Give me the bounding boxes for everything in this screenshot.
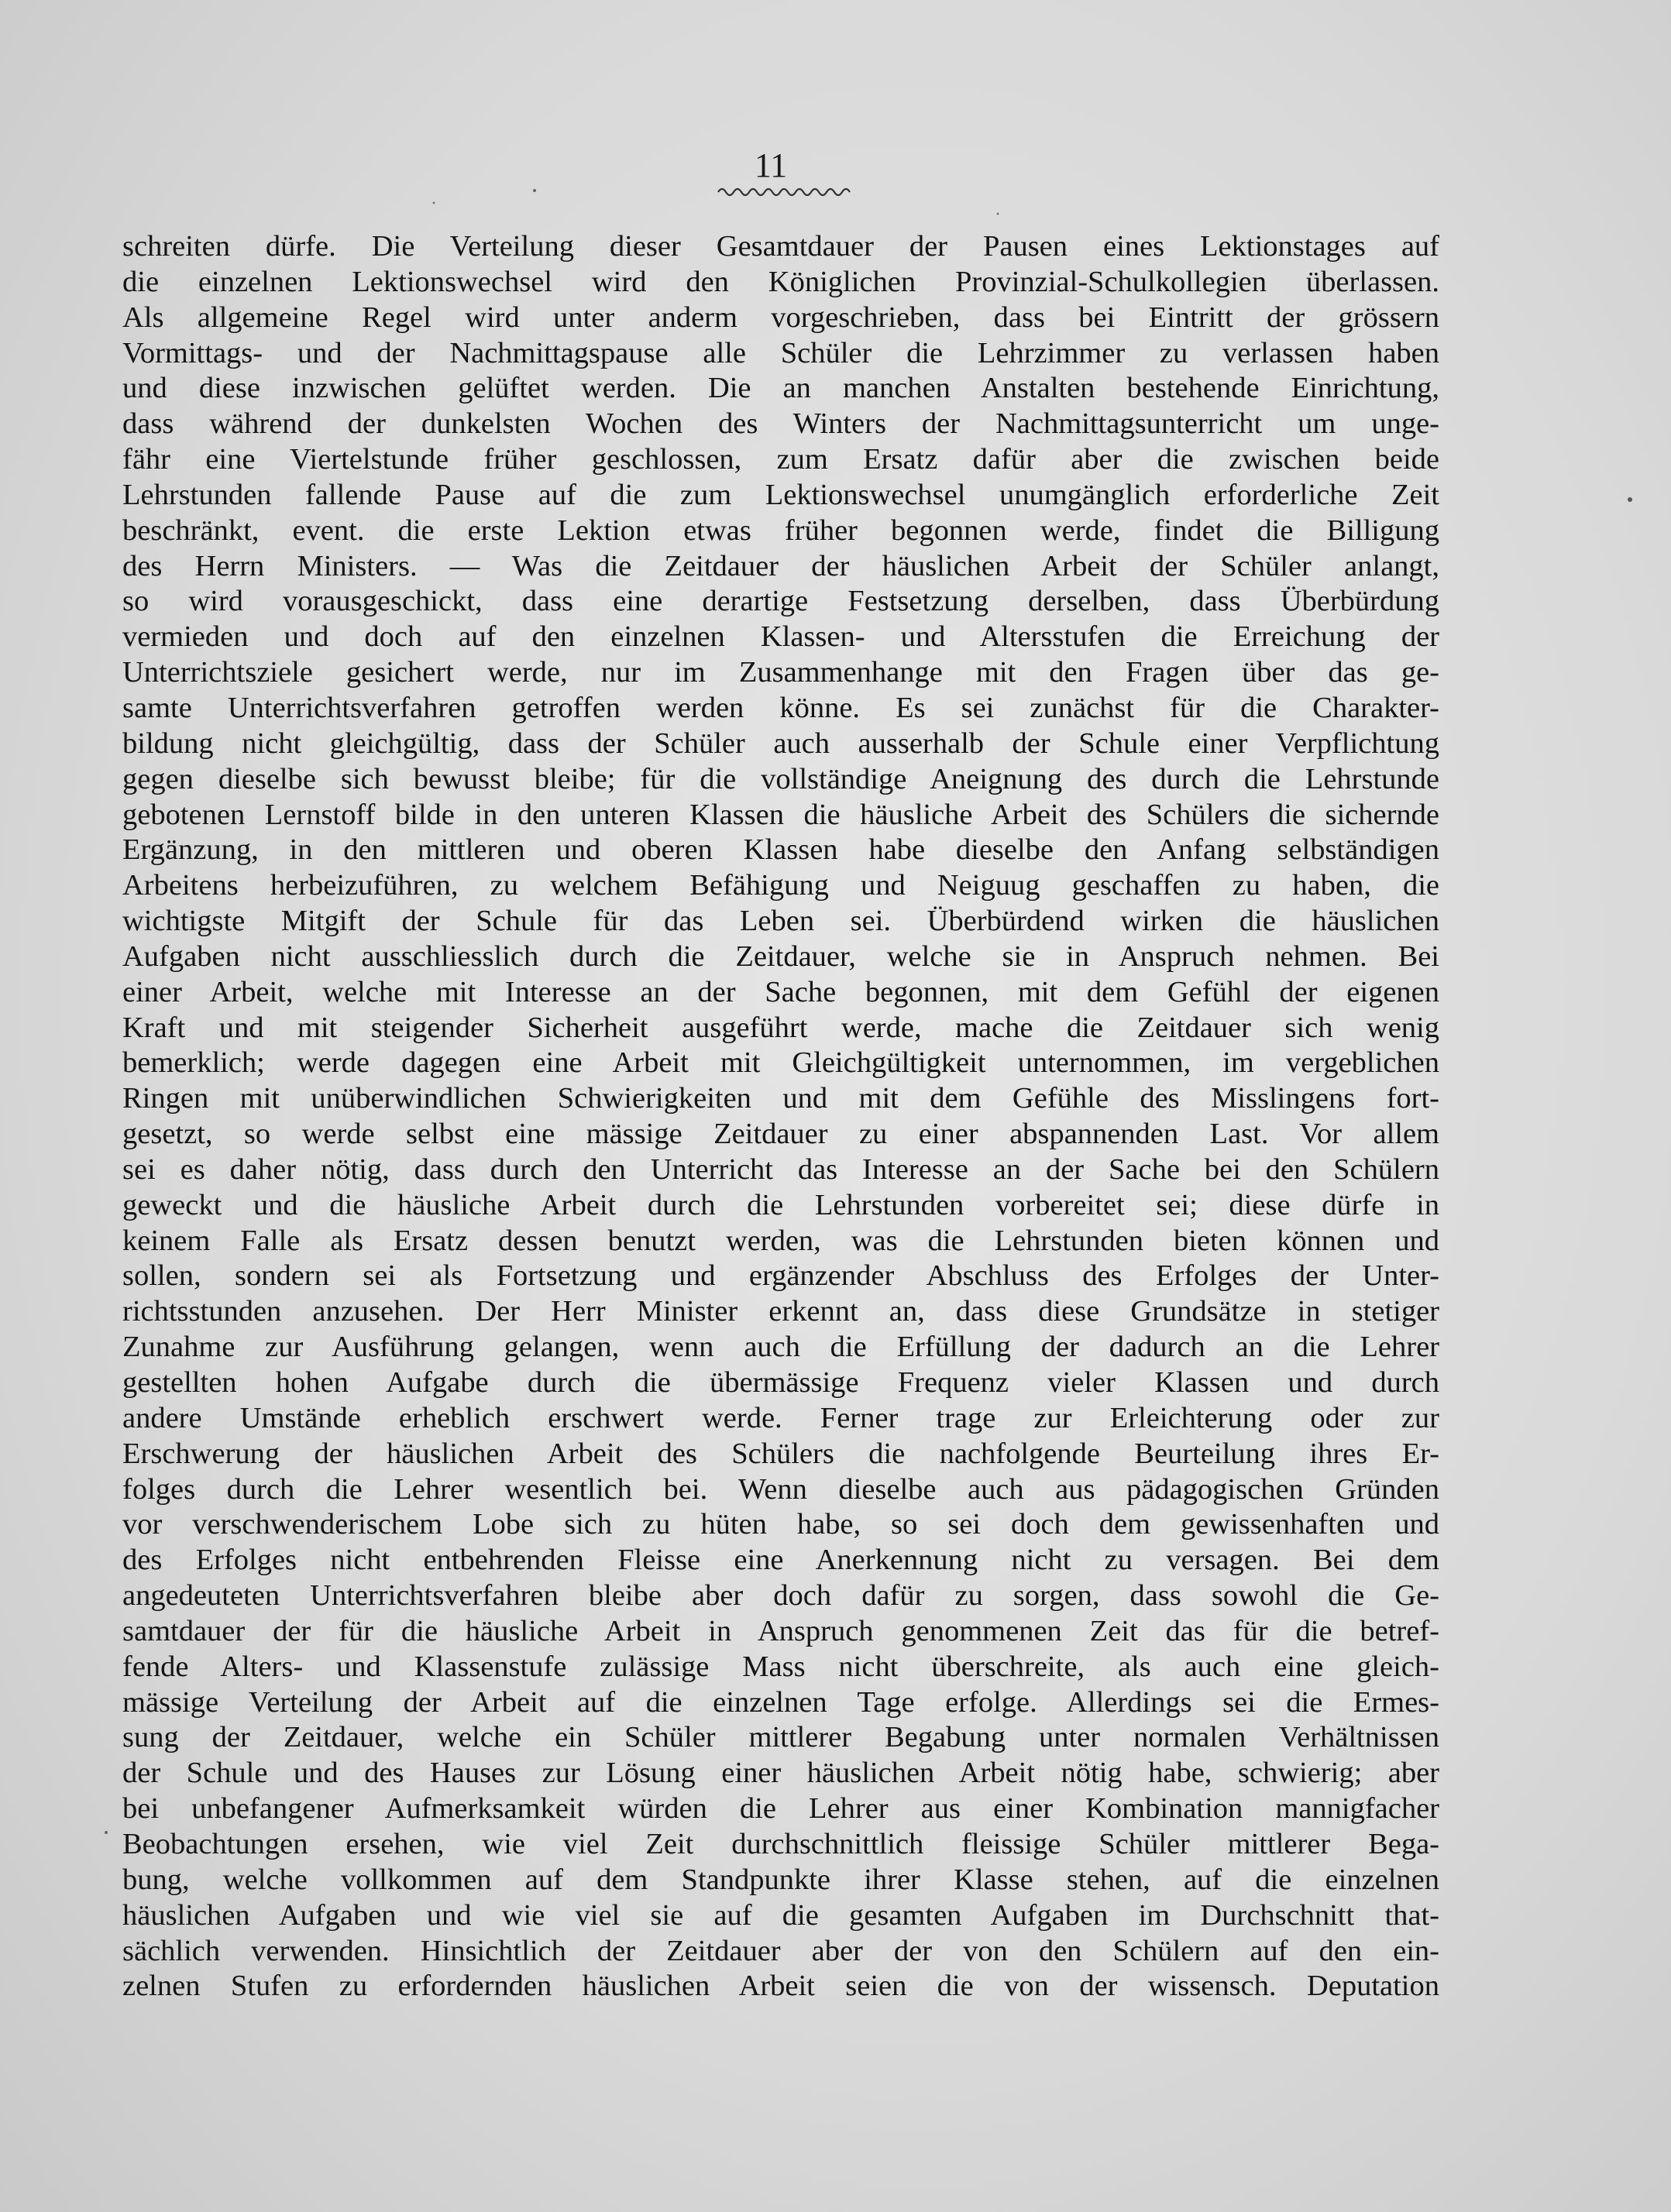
text-line: Zunahme zur Ausführung gelangen, wenn auch die Erfüllung der dadurch an die Lehrer: [122, 1331, 1439, 1364]
text-line: des Herrn Ministers. — Was die Zeitdauer der häuslichen Arbeit der Schüler anlangt,: [122, 549, 1439, 582]
text-line: samtdauer der für die häusliche Arbeit in Anspruch genommenen Zeit das für die betref-: [122, 1614, 1439, 1647]
text-line: Ergänzung, in den mittleren und oberen Klassen habe dieselbe den Anfang selbständigen: [122, 833, 1439, 867]
text-line: bei unbefangener Aufmerksamkeit würden die Lehrer aus einer Kombination mannigfacher: [122, 1792, 1439, 1826]
wavy-line-ornament-icon: [717, 183, 856, 198]
text-line: dass während der dunkelsten Wochen des Winters der Nachmittagsunterricht um unge-: [122, 407, 1439, 441]
text-line: gebotenen Lernstoff bilde in den unteren Klassen die häusliche Arbeit des Schülers die sichernde: [122, 798, 1439, 831]
text-line: gestellten hohen Aufgabe durch die übermässige Frequenz vieler Klassen und durch: [122, 1366, 1439, 1399]
text-line: Aufgaben nicht ausschliesslich durch die Zeitdauer, welche sie in Anspruch nehmen. Bei: [122, 939, 1439, 973]
text-line: sung der Zeitdauer, welche ein Schüler mittlerer Begabung unter normalen Verhältnissen: [122, 1721, 1439, 1754]
text-line: bung, welche vollkommen auf dem Standpunkte ihrer Klasse stehen, auf die einzelnen: [122, 1863, 1439, 1896]
text-line: vermieden und doch auf den einzelnen Klassen- und Altersstufen die Erreichung der: [122, 620, 1439, 654]
text-line: fende Alters- und Klassenstufe zulässige Mass nicht überschreite, als auch eine gleich-: [122, 1650, 1439, 1683]
text-line: und diese inzwischen gelüftet werden. Die an manchen Anstalten bestehende Einrichtung,: [122, 372, 1439, 405]
text-line: geweckt und die häusliche Arbeit durch die Lehrstunden vorbereitet sei; diese dürfe in: [122, 1188, 1439, 1221]
text-line: des Erfolges nicht entbehrenden Fleisse eine Anerkennung nicht zu versagen. Bei dem: [122, 1544, 1439, 1577]
text-line: sollen, sondern sei als Fortsetzung und ergänzender Abschluss des Erfolges der Unter-: [122, 1259, 1439, 1293]
text-line: zelnen Stufen zu erfordernden häuslichen Arbeit seien die von der wissensch. Deputation: [122, 1970, 1439, 2003]
text-line: wichtigste Mitgift der Schule für das Leben sei. Überbürdend wirken die häuslichen: [122, 905, 1439, 938]
text-line: andere Umstände erheblich erschwert werde. Ferner trage zur Erleichterung oder zur: [122, 1401, 1439, 1434]
text-line: gegen dieselbe sich bewusst bleibe; für die vollständige Aneignung des durch die Lehrstunde: [122, 762, 1439, 795]
text-line: angedeuteten Unterrichtsverfahren bleibe aber doch dafür zu sorgen, dass sowohl die Ge-: [122, 1579, 1439, 1613]
text-line: sächlich verwenden. Hinsichtlich der Zeitdauer aber der von den Schülern auf den ein-: [122, 1934, 1439, 1967]
text-line: die einzelnen Lektionswechsel wird den Königlichen Provinzial-Schulkollegien überlassen.: [122, 265, 1439, 298]
text-line: häuslichen Aufgaben und wie viel sie auf die gesamten Aufgaben im Durchschnitt that-: [122, 1898, 1439, 1932]
text-line: mässige Verteilung der Arbeit auf die einzelnen Tage erfolge. Allerdings sei die Ermes-: [122, 1685, 1439, 1719]
text-line: Kraft und mit steigender Sicherheit ausgeführt werde, mache die Zeitdauer sich wenig: [122, 1011, 1439, 1044]
text-line: so wird vorausgeschickt, dass eine derartige Festsetzung derselben, dass Überbürdung: [122, 585, 1439, 618]
text-line: gesetzt, so werde selbst eine mässige Zeitdauer zu einer abspannenden Last. Vor allem: [122, 1118, 1439, 1151]
text-line: einer Arbeit, welche mit Interesse an der Sache begonnen, mit dem Gefühl der eigenen: [122, 975, 1439, 1008]
text-line: Vormittags- und der Nachmittagspause alle Schüler die Lehrzimmer zu verlassen haben: [122, 336, 1439, 369]
text-line: Erschwerung der häuslichen Arbeit des Schülers die nachfolgende Beurteilung ihres Er-: [122, 1437, 1439, 1470]
text-line: samte Unterrichtsverfahren getroffen werden könne. Es sei zunächst für die Charakter-: [122, 691, 1439, 724]
text-line: richtsstunden anzusehen. Der Herr Minister erkennt an, dass diese Grundsätze in stetiger: [122, 1295, 1439, 1328]
text-line: folges durch die Lehrer wesentlich bei. Wenn dieselbe auch aus pädagogischen Gründen: [122, 1472, 1439, 1506]
text-line: der Schule und des Hauses zur Lösung einer häuslichen Arbeit nötig habe, schwierig; aber: [122, 1757, 1439, 1790]
text-line: Ringen mit unüberwindlichen Schwierigkeiten und mit dem Gefühle des Misslingens fort-: [122, 1082, 1439, 1115]
body-text: [122, 229, 1439, 2004]
text-line: Als allgemeine Regel wird unter anderm vorgeschrieben, dass bei Eintritt der grössern: [122, 301, 1439, 334]
text-line: sei es daher nötig, dass durch den Unterricht das Interesse an der Sache bei den Schülern: [122, 1152, 1439, 1186]
text-line: Lehrstunden fallende Pause auf die zum Lektionswechsel unumgänglich erforderliche Zeit: [122, 478, 1439, 511]
text-line: bildung nicht gleichgültig, dass der Schüler auch ausserhalb der Schule einer Verpflichtung: [122, 726, 1439, 760]
text-line: schreiten dürfe. Die Verteilung dieser Gesamtdauer der Pausen eines Lektionstages auf: [122, 230, 1439, 263]
text-line: keinem Falle als Ersatz dessen benutzt werden, was die Lehrstunden bieten können und: [122, 1224, 1439, 1257]
text-line: beschränkt, event. die erste Lektion etwas früher begonnen werde, findet die Billigung: [122, 514, 1439, 547]
text-line: Arbeitens herbeizuführen, zu welchem Befähigung und Neiguug geschaffen zu haben, die: [122, 869, 1439, 902]
page-number: 11: [754, 146, 788, 184]
text-line: fähr eine Viertelstunde früher geschlossen, zum Ersatz dafür aber die zwischen beide: [122, 443, 1439, 476]
text-line: Unterrichtsziele gesichert werde, nur im Zusammenhange mit den Fragen über das ge-: [122, 656, 1439, 689]
text-line: vor verschwenderischem Lobe sich zu hüten habe, so sei doch dem gewissenhaften und: [122, 1508, 1439, 1541]
text-line: bemerklich; werde dagegen eine Arbeit mit Gleichgültigkeit unternommen, im vergeblichen: [122, 1046, 1439, 1080]
text-line: Beobachtungen ersehen, wie viel Zeit durchschnittlich fleissige Schüler mittlerer Bega-: [122, 1827, 1439, 1860]
